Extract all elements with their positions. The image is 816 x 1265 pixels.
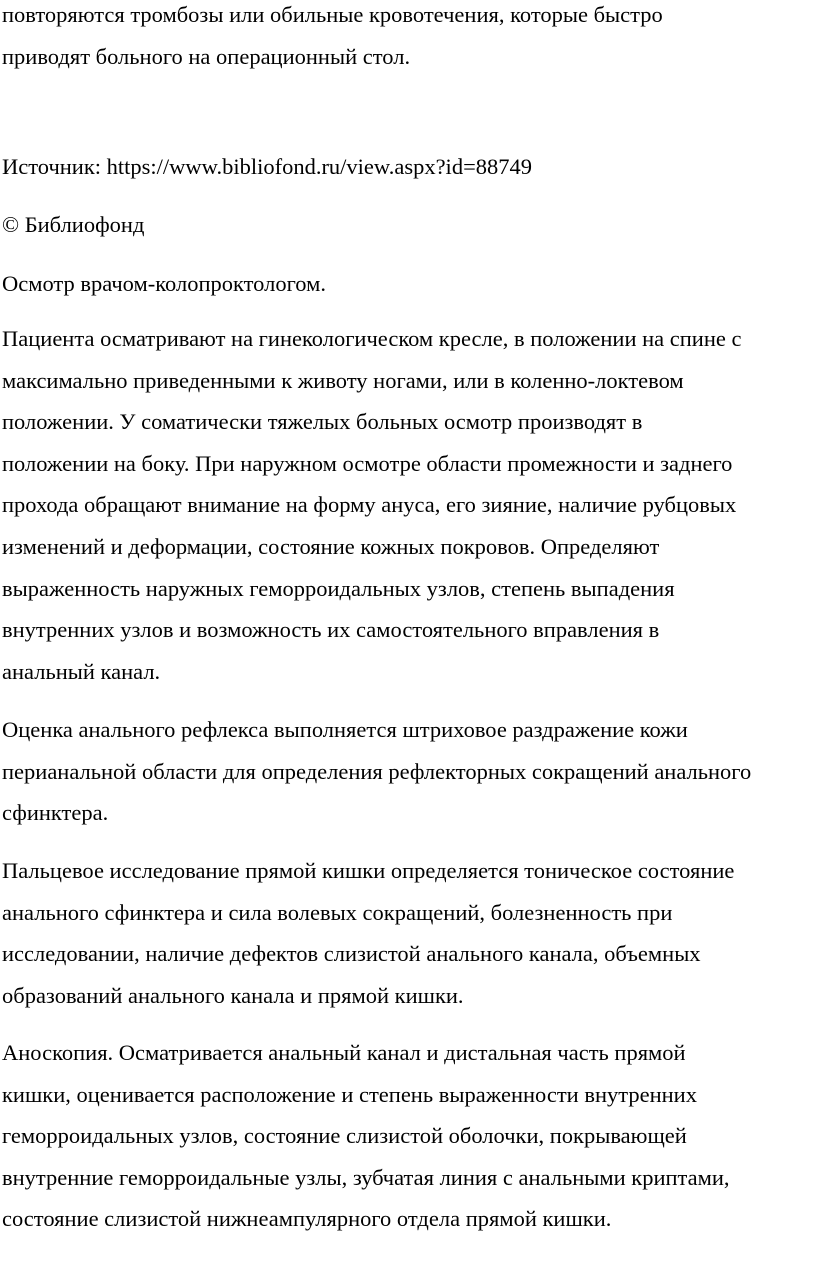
text-line: исследовании, наличие дефектов слизистой анального канала, объемных [2,941,701,967]
heading-text: Осмотр врачом-колопроктологом. [2,271,326,296]
paragraph-anoscopy [2,1032,730,1240]
text-line: положении на боку. При наружном осмотре области промежности и заднего [2,450,733,476]
text-line: сфинктера. [2,800,109,826]
text-line: перианальной области для определения рефлекторных сокращений анального [2,758,752,784]
text-line: анальный канал. [2,658,161,684]
text-line: повторяются тромбозы или обильные кровотечения, которые быстро [2,2,663,27]
copyright-line [2,204,144,246]
paragraph-continuation [2,0,663,77]
text-line: Пальцевое исследование прямой кишки определяется тоническое состояние [2,858,735,883]
text-line: максимально приведенными к животу ногами, или в коленно-локтевом [2,367,684,393]
text-line: образований анального канала и прямой кишки. [2,982,464,1008]
text-line: выраженность наружных геморроидальных узлов, степень выпадения [2,575,675,601]
source-line [2,146,532,188]
text-line: геморроидальных узлов, состояние слизистой оболочки, покрывающей [2,1123,687,1149]
text-line: Аноскопия. Осматривается анальный канал и дистальная часть прямой [2,1040,686,1065]
text-line: анального сфинктера и сила волевых сокращений, болезненность при [2,899,673,925]
section-heading [2,263,326,305]
text-line: Пациента осматривают на гинекологическом кресле, в положении на спине с [2,326,742,351]
paragraph-digital-exam [2,850,734,1016]
paragraph-examination [2,318,741,692]
text-line: приводят больного на операционный стол. [2,43,411,69]
text-line: внутренних узлов и возможность их самостоятельного вправления в [2,617,660,643]
text-line: положении. У соматически тяжелых больных осмотр производят в [2,409,643,435]
paragraph-anal-reflex [2,709,751,834]
source-text: Источник: https://www.bibliofond.ru/view.aspx?id=88749 [2,154,533,179]
copyright-text: © Библиофонд [2,212,145,237]
text-line: изменений и деформации, состояние кожных покровов. Определяют [2,533,660,559]
text-line: кишки, оценивается расположение и степень выраженности внутренних [2,1081,697,1107]
text-line: состояние слизистой нижнеампулярного отдела прямой кишки. [2,1206,612,1232]
text-line: Оценка анального рефлекса выполняется штриховое раздражение кожи [2,717,688,742]
text-line: внутренние геморроидальные узлы, зубчатая линия с анальными криптами, [2,1164,730,1190]
text-line: прохода обращают внимание на форму ануса, его зияние, наличие рубцовых [2,492,737,518]
